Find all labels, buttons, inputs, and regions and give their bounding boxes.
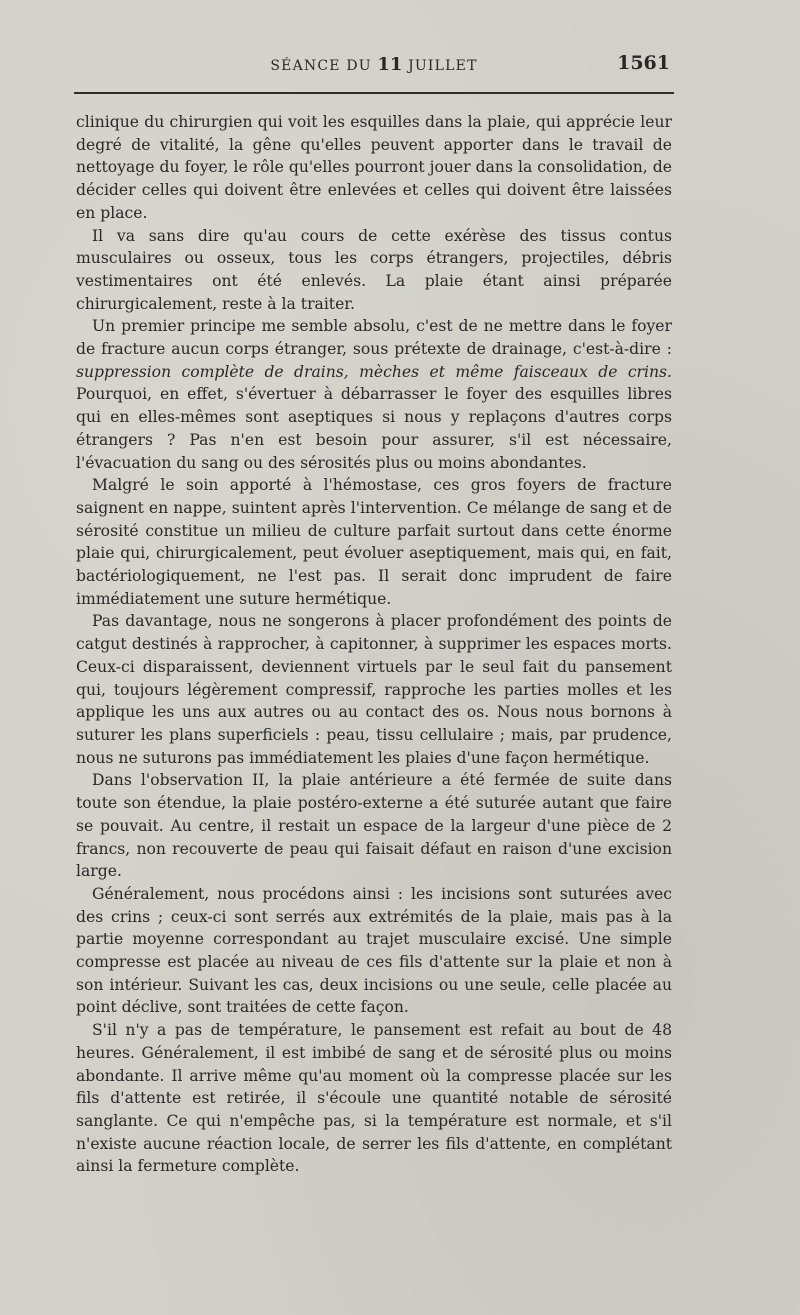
- paragraph-4: Malgré le soin apporté à l'hémostase, ces gros foyers de fracture saignent en nappe, suintent après l'intervention. Ce mélange de sang et de sérosité constitue un milieu de culture parfait surtout dans cette énorme plaie qui, chirurgicalement, peut évoluer aseptiquement, mais qui, en fait, bactériologiquement, ne l'est pas. Il serait donc imprudent de faire immédiatement une suture hermétique.: [76, 476, 672, 608]
- running-head-month: JUILLET: [402, 58, 478, 74]
- paragraph-7: Généralement, nous procédons ainsi : les incisions sont suturées avec des crins ; ceux-ci sont serrés aux extrémités de la plaie, mais pas à la partie moyenne correspondant au trajet musculaire excisé. Une simple compresse est placée au niveau de ces fils d'attente sur la plaie et non à son intérieur. Suivant les cas, deux incisions ou une seule, celle placée au point déclive, sont traitées de cette façon.: [76, 884, 672, 1017]
- paragraph-3-italic: suppression complète de drains, mèches et même faisceaux de crins.: [76, 362, 672, 381]
- paragraph-5: Pas davantage, nous ne songerons à placer profondément des points de catgut destinés à rapprocher, à capitonner, à supprimer les espaces morts. Ceux-ci disparaissent, deviennent virtuels par le seul fait du pansement qui, toujours légèrement compressif, rapproche les parties molles et les applique les uns aux autres ou au contact des os. Nous nous bornons à suturer les plans superficiels : peau, tissu cellulaire ; mais, par prudence, nous ne suturons pas immédiatement les plaies d'une façon hermétique.: [76, 612, 672, 767]
- body-text: [76, 111, 672, 1178]
- paragraph-2: Il va sans dire qu'au cours de cette exérèse des tissus contus musculaires ou osseux, tous les corps étrangers, projectiles, débris vestimentaires ont été enlevés. La plaie étant ainsi préparée chirurgicalement, reste à la traiter.: [76, 226, 672, 313]
- running-head-day: 11: [377, 54, 403, 75]
- page-number: 1561: [617, 52, 670, 74]
- paragraph-3-end: Pourquoi, en effet, s'évertuer à débarrasser le foyer des esquilles libres qui en elles-mêmes sont aseptiques si nous y replaçons d'autres corps étrangers ? Pas n'en est besoin pour assurer, s'il est nécessaire, l'évacuation du sang ou des sérosités plus ou moins abondantes.: [76, 385, 672, 472]
- paragraph-3-start: Un premier principe me semble absolu, c'est de ne mettre dans le foyer de fracture aucun corps étranger, sous prétexte de drainage, c'est-à-dire :: [76, 317, 672, 359]
- paragraph-3: [76, 315, 672, 474]
- paragraph-6: Dans l'observation II, la plaie antérieure a été fermée de suite dans toute son étendue, la plaie postéro-externe a été suturée autant que faire se pouvait. Au centre, il restait un espace de la largeur d'une pièce de 2 francs, non recouverte de peau qui faisait défaut en raison d'une excision large.: [76, 771, 672, 881]
- header-rule: [74, 92, 674, 94]
- paragraph-1: clinique du chirurgien qui voit les esquilles dans la plaie, qui apprécie leur degré de vitalité, la gêne qu'elles peuvent apporter dans le travail de nettoyage du foyer, le rôle qu'elles pourront jouer dans la consolidation, de décider celles qui doivent être enlevées et celles qui doivent être laissées en place.: [76, 113, 672, 222]
- running-head-prefix: SÉANCE DU: [270, 58, 378, 74]
- paragraph-8: S'il n'y a pas de température, le pansement est refait au bout de 48 heures. Généralement, il est imbibé de sang et de sérosité plus ou moins abondante. Il arrive même qu'au moment où la compresse placée sur les fils d'attente est retirée, il s'écoule une quantité notable de sérosité sanglante. Ce qui n'empêche pas, si la température est normale, et s'il n'existe aucune réaction locale, de serrer les fils d'attente, en complétant ainsi la fermeture complète.: [76, 1021, 672, 1176]
- running-head: [74, 54, 674, 75]
- page-header: [74, 52, 674, 78]
